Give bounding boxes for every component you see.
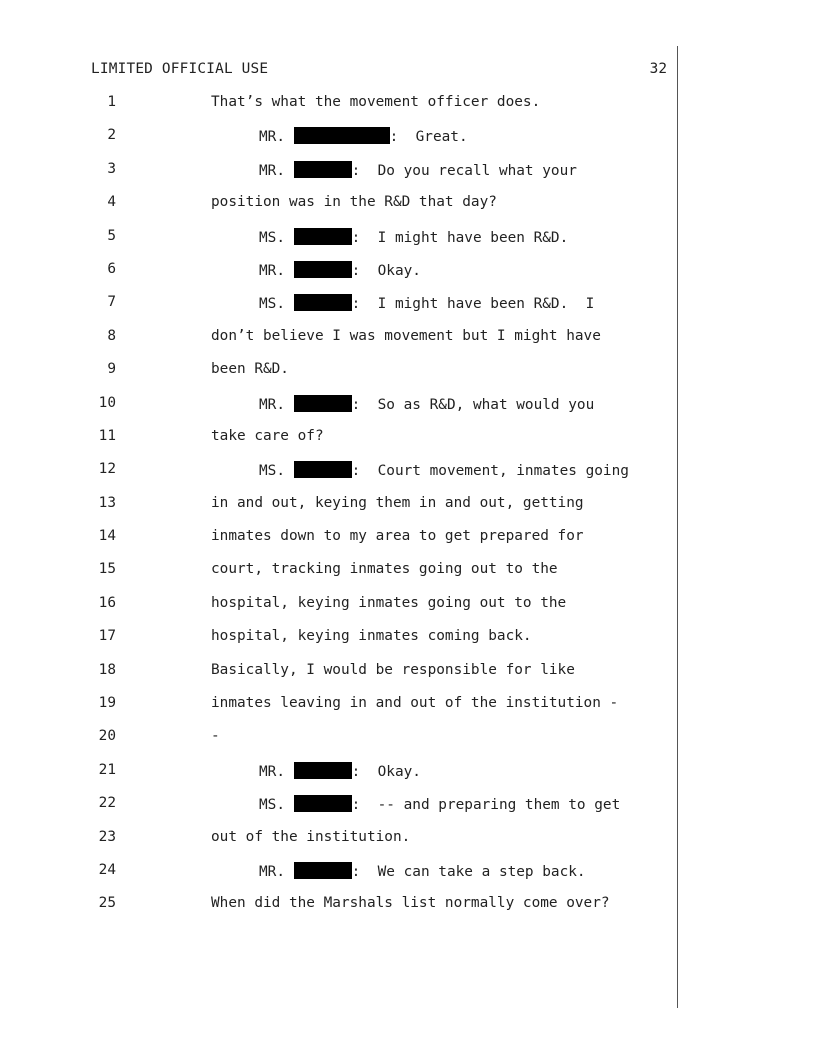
redaction-block [294, 127, 390, 144]
transcript-line [0, 795, 816, 828]
line-text: hospital, keying inmates coming back. [211, 628, 532, 645]
line-number: 17 [98, 628, 116, 645]
speaker-line [259, 127, 468, 145]
line-number: 4 [107, 194, 116, 211]
page-number: 32 [649, 61, 667, 77]
speaker-prefix: MS. [259, 229, 294, 246]
transcript-line [0, 495, 816, 528]
speaker-text: : Court movement, inmates going [351, 463, 629, 480]
line-text: inmates leaving in and out of the institution - [211, 695, 619, 712]
line-number: 20 [98, 728, 116, 745]
line-number: 23 [98, 828, 116, 845]
speaker-prefix: MS. [259, 797, 294, 814]
speaker-prefix: MS. [259, 463, 294, 480]
speaker-text: : We can take a step back. [351, 863, 586, 880]
line-number: 22 [98, 795, 116, 812]
line-number: 3 [107, 160, 116, 177]
transcript-line [0, 361, 816, 394]
speaker-prefix: MR. [259, 129, 294, 146]
redaction-block [294, 395, 352, 412]
speaker-prefix: MR. [259, 763, 294, 780]
transcript-line [0, 528, 816, 561]
speaker-line [259, 261, 421, 279]
transcript-line [0, 628, 816, 661]
line-number: 5 [107, 227, 116, 244]
line-number: 25 [98, 895, 116, 912]
line-text: Basically, I would be responsible for like [211, 661, 575, 678]
transcript-line [0, 294, 816, 327]
speaker-line [259, 395, 594, 413]
speaker-text: : I might have been R&D. [351, 229, 569, 246]
line-text: out of the institution. [211, 828, 411, 845]
speaker-text: : Okay. [351, 763, 421, 780]
transcript-line [0, 194, 816, 227]
transcript-line [0, 127, 816, 160]
classification-marking: LIMITED OFFICIAL USE [91, 61, 269, 77]
transcript-line [0, 728, 816, 761]
line-text: don’t believe I was movement but I might have [211, 327, 601, 344]
line-text: take care of? [211, 427, 324, 444]
speaker-text: : So as R&D, what would you [351, 396, 595, 413]
speaker-prefix: MR. [259, 262, 294, 279]
line-text: - [211, 728, 220, 745]
line-number: 24 [98, 861, 116, 878]
transcript-line [0, 328, 816, 361]
transcript-line [0, 829, 816, 862]
line-number: 12 [98, 461, 116, 478]
speaker-line [259, 161, 577, 179]
redaction-block [294, 294, 352, 311]
speaker-line [259, 228, 568, 246]
transcript-line [0, 862, 816, 895]
redaction-block [294, 261, 352, 278]
line-number: 18 [98, 661, 116, 678]
line-text: That’s what the movement officer does. [211, 94, 541, 110]
transcript-line [0, 561, 816, 594]
transcript-line [0, 428, 816, 461]
speaker-text: : -- and preparing them to get [351, 797, 621, 814]
speaker-text: : Do you recall what your [351, 162, 577, 179]
speaker-text: : I might have been R&D. I [351, 296, 595, 313]
speaker-prefix: MR. [259, 396, 294, 413]
speaker-text: : Okay. [351, 262, 421, 279]
speaker-line [259, 461, 629, 479]
line-text: position was in the R&D that day? [211, 194, 497, 211]
line-text: inmates down to my area to get prepared for [211, 528, 584, 545]
speaker-prefix: MS. [259, 296, 294, 313]
speaker-line [259, 294, 594, 312]
speaker-line [259, 795, 620, 813]
line-number: 7 [107, 294, 116, 311]
line-number: 10 [98, 394, 116, 411]
line-number: 6 [107, 260, 116, 277]
transcript-line [0, 395, 816, 428]
transcript-body [0, 94, 816, 929]
redaction-block [294, 228, 352, 245]
transcript-line [0, 762, 816, 795]
speaker-prefix: MR. [259, 162, 294, 179]
transcript-line [0, 228, 816, 261]
transcript-line [0, 895, 816, 928]
speaker-line [259, 762, 421, 780]
line-number: 11 [98, 427, 116, 444]
redaction-block [294, 862, 352, 879]
redaction-block [294, 795, 352, 812]
speaker-prefix: MR. [259, 863, 294, 880]
transcript-line [0, 161, 816, 194]
line-number: 1 [107, 94, 116, 110]
transcript-line [0, 261, 816, 294]
redaction-block [294, 762, 352, 779]
transcript-line [0, 662, 816, 695]
page-header [91, 61, 667, 81]
line-number: 9 [107, 361, 116, 378]
line-number: 19 [98, 695, 116, 712]
transcript-line [0, 695, 816, 728]
line-text: When did the Marshals list normally come over? [211, 895, 610, 912]
redaction-block [294, 461, 352, 478]
line-number: 15 [98, 561, 116, 578]
speaker-line [259, 862, 586, 880]
line-number: 2 [107, 127, 116, 144]
transcript-line [0, 595, 816, 628]
transcript-line [0, 461, 816, 494]
line-number: 21 [98, 761, 116, 778]
line-text: hospital, keying inmates going out to the [211, 594, 567, 611]
redaction-block [294, 161, 352, 178]
line-number: 8 [107, 327, 116, 344]
line-number: 14 [98, 528, 116, 545]
line-number: 16 [98, 594, 116, 611]
line-text: court, tracking inmates going out to the [211, 561, 558, 578]
line-number: 13 [98, 494, 116, 511]
line-text: been R&D. [211, 361, 289, 378]
speaker-text: : Great. [389, 129, 468, 146]
line-text: in and out, keying them in and out, getting [211, 494, 584, 511]
transcript-line [0, 94, 816, 127]
